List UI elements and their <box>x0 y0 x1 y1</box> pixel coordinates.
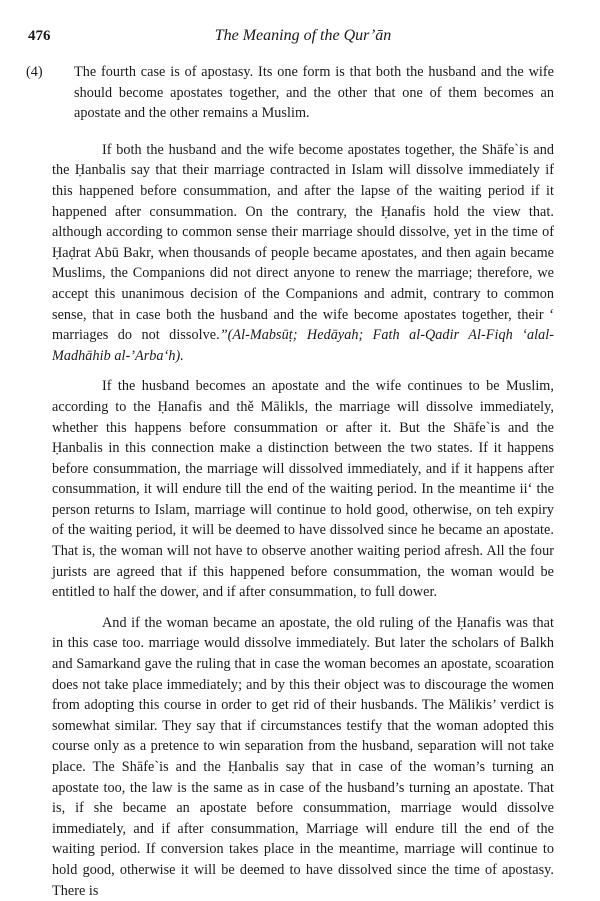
paragraph-husband-apostate: If the husband becomes an apostate and the wife continues to be Muslim, according to the Ḥanafis and thě Mālikls, the marriage will dissolve immediately, whether this happens before consummation or after it. But the Shāfe`is and the Ḥanbalis in this connection make a distinction between the two states. If it happens before consummation, the marriage will dissolved immediately, and if it happens after consummation, it will endure till the end of the waiting period. In the meantime ii‘ the person returns to Islam, marriage will continue to hold good, otherwise, on teh expiry of the waiting period, it will be deemed to have dissolved since he became an apostate. That is, the woman will not have to observe another waiting period afresh. All the four jurists are agreed that if this happened before consummation, the woman would be entitled to half the dower, and if after consummation, to full dower. <box>52 378 554 601</box>
page-number: 476 <box>28 28 51 44</box>
page-header <box>28 26 554 50</box>
paragraph-wife-apostate: And if the woman became an apostate, the old ruling of the Ḥanafis was that in this case too. marriage would dissolve immediately. But later the scholars of Balkh and Samarkand gave the ruling that in case the woman becomes an apostate, scoaration does not take place immediately; and by this their object was to discourage the women from adopting this course in order to get rid of their husbands. The Mālikis’ verdict is somewhat similar. They say that if circumstances testify that the woman adopted this course only as a pretence to win separation from the husband, separation will not take place. The Shāfe`is and the Ḥanbalis say that in case of the woman’s turning an apostate too, the law is the same as in case of the husband’s turning an apostate. That is, if she became an apostate before consummation, marriage would dissolve immediately, and if after consummation, Marriage will endure till the end of the waiting period. If conversion takes place in the meantime, marriage will continue to hold good, otherwise it will be deemed to have dissolved since the time of apostasy. There is <box>52 614 554 899</box>
case-number: (4) <box>26 64 43 80</box>
paragraph-both-apostates <box>52 140 554 367</box>
numbered-case-4 <box>26 62 554 124</box>
paragraph-text: If both the husband and the wife become apostates together, the Shāfe`is and the Ḥanbalis say that their marriage contracted in Islam will dissolve immediately if this happened before consummation, and after the lapse of the waiting period if it happened after consummation. On the contrary, the Ḥanafis hold the view that. although according to common sense their marriage should dissolve, yet in the time of Ḥaḍrat Abū Bakr, when thousands of people became apostates, and then again became Muslims, the Companions did not direct anyone to renew the marriage; therefore, we accept this unanimous decision of the Companions and admit, contrary to common sense, that in case both the husband and the wife become apostates together, their ‘ marriages do not dissolve. <box>52 141 554 344</box>
citation: ”(Al-Mabsūṭ; Hedāyah; Fath al-Qadir Al-Fiqh ‘alal-Madhāhib al-’Arba‘h). <box>52 327 554 364</box>
running-title: The Meaning of the Qur’ān <box>214 27 392 44</box>
case-text: The fourth case is of apostasy. Its one form is that both the husband and the wife should become apostates together, and the other that one of them becomes an apostate and the other remains a Muslim. <box>74 64 554 122</box>
